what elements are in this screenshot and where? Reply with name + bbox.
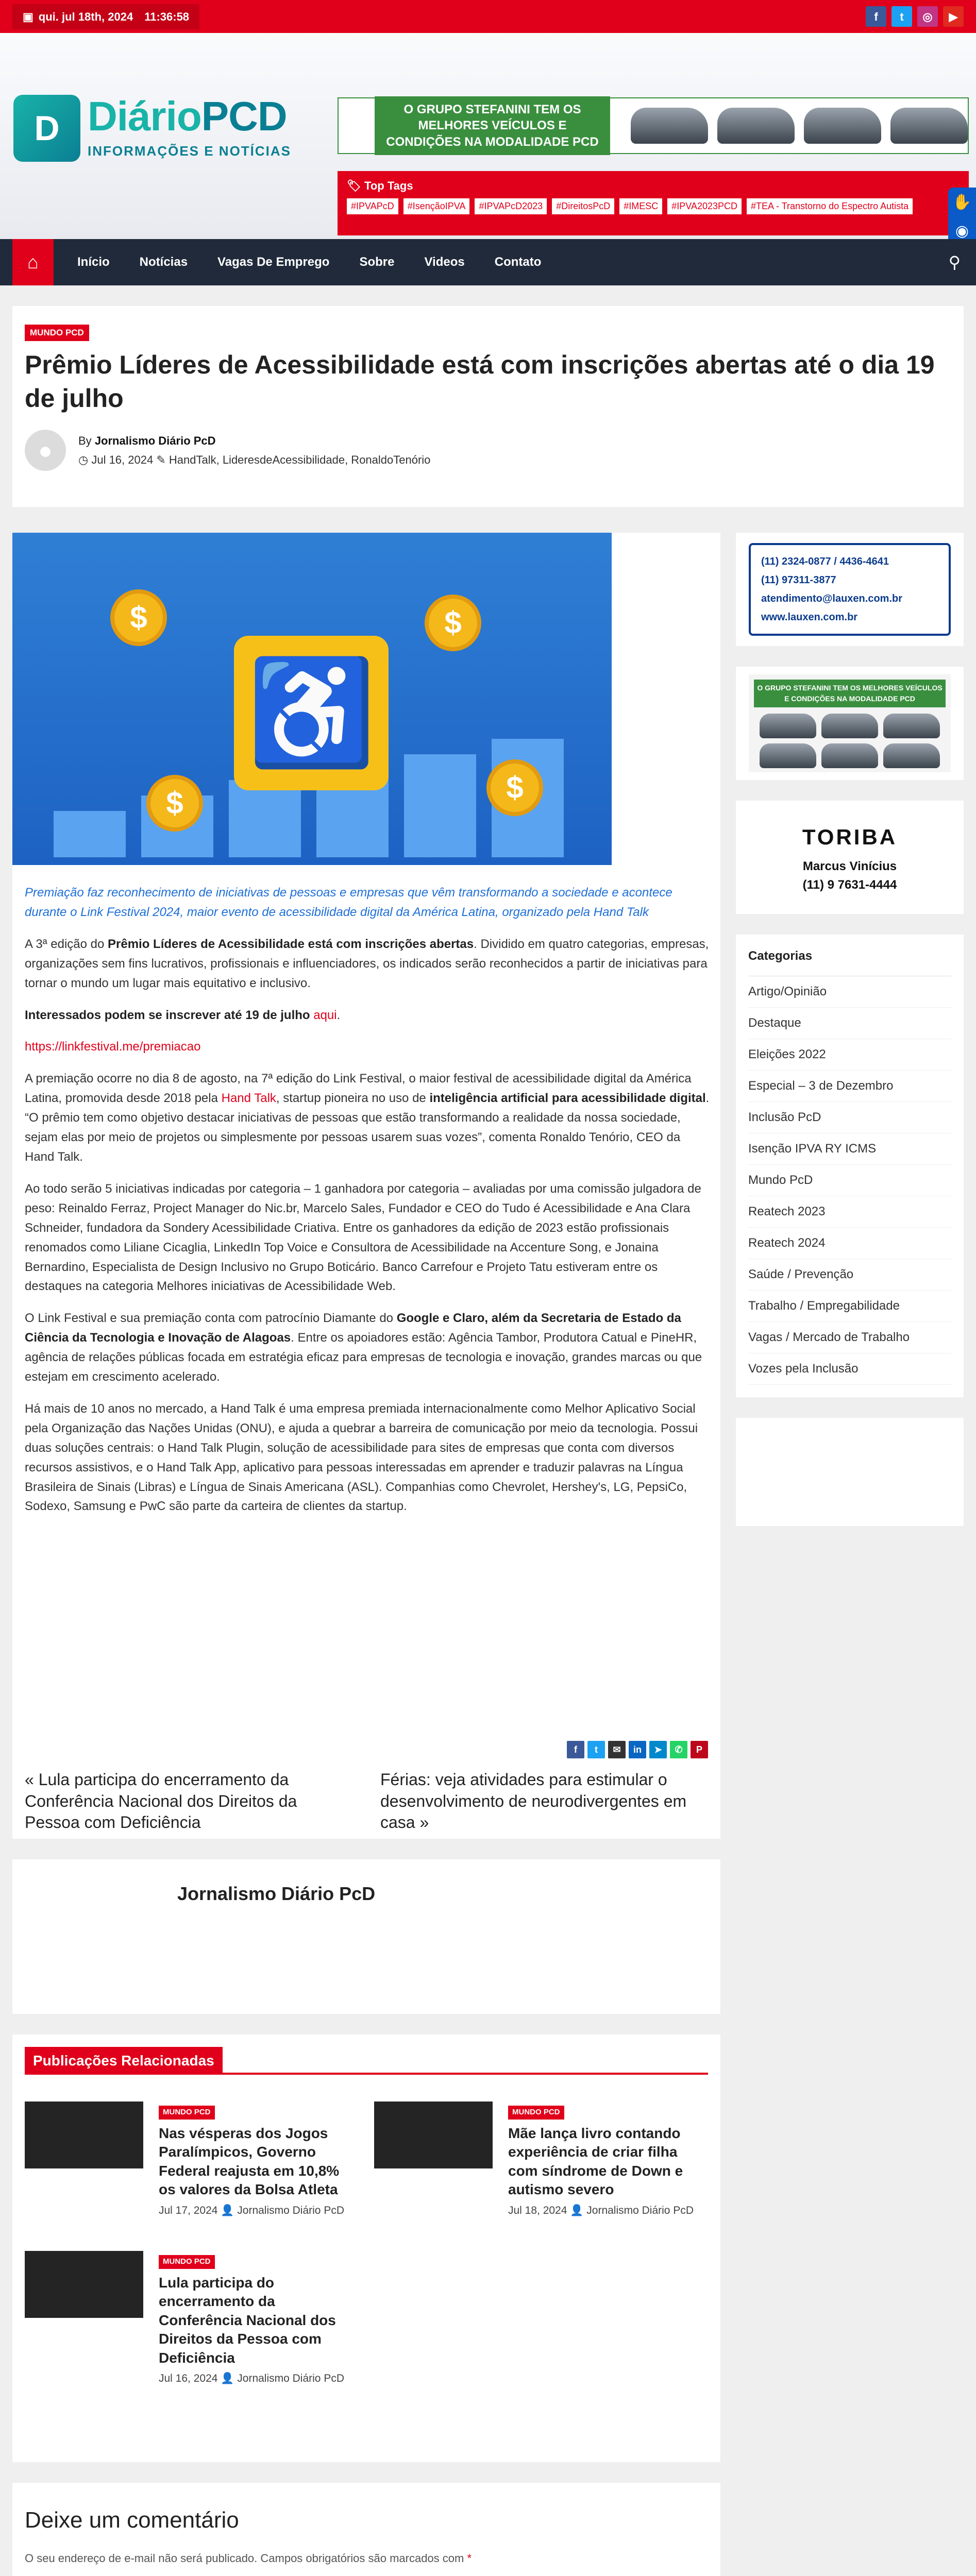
related-post-meta (159, 2370, 355, 2387)
related-post[interactable] (25, 2251, 355, 2386)
category-badge[interactable]: MUNDO PCD (508, 2106, 564, 2120)
category-link[interactable]: Reatech 2024 (748, 1228, 951, 1259)
search-icon[interactable]: ⚲ (948, 253, 961, 272)
car-image (821, 714, 878, 738)
categories-list (748, 976, 951, 1385)
category-badge[interactable]: MUNDO PCD (159, 2255, 215, 2269)
paragraph: A premiação ocorre no dia 8 de agosto, na 7ª edição do Link Festival, o maior festival de acessibilidade digital da América Latina, promovida desde 2018 pela Hand Talk, startup pioneira no uso de inteligência artificial para acessibilidade digital. “O prêmio tem como objetivo destacar iniciativas de pessoas que estão transformando a realidade da nossa sociedade, sejam elas por meio de projetos ou simplesmente por pessoas usarem suas vozes”, comenta Ronaldo Tenório, CEO da Hand Talk. (25, 1072, 710, 1164)
tag-link[interactable]: #IsençãoIPVA (403, 198, 470, 214)
post-tags[interactable]: HandTalk, LideresdeAcessibilidade, RonaldoTenório (169, 453, 431, 466)
tag-link[interactable]: #IMESC (619, 198, 662, 214)
paragraph (25, 1037, 710, 1057)
category-link[interactable]: Especial – 3 de Dezembro (748, 1071, 951, 1102)
nav-item[interactable]: Contato (494, 255, 542, 269)
libras-hands-icon[interactable]: ✋ (952, 193, 972, 211)
related-thumbnail[interactable] (374, 2102, 493, 2168)
sidebar-ad-text: O GRUPO STEFANINI TEM OS MELHORES VEÍCULOS E CONDIÇÕES NA MODALIDADE PCD (754, 680, 946, 707)
top-tags-widget (338, 171, 969, 235)
social-links (866, 6, 964, 27)
top-tags-list (347, 198, 960, 214)
nav-item[interactable]: Início (77, 255, 110, 269)
related-thumbnail[interactable] (25, 2251, 143, 2318)
car-image (821, 743, 878, 768)
category-badge[interactable]: MUNDO PCD (25, 325, 89, 341)
related-posts (12, 2035, 720, 2462)
ad-contact-line: atendimento@lauxen.com.br (761, 593, 902, 604)
featured-image (12, 533, 612, 865)
user-icon: 👤 (217, 2204, 238, 2216)
category-link[interactable]: Eleições 2022 (748, 1039, 951, 1071)
byline: By Jornalismo Diário PcD (78, 434, 216, 447)
post-date[interactable]: Jul 17, 2024 (159, 2204, 218, 2216)
top-bar (0, 0, 976, 33)
related-post-meta (508, 2202, 704, 2219)
post-date[interactable]: Jul 16, 2024 (91, 453, 154, 466)
telegram-share-icon[interactable]: ➤ (649, 1741, 667, 1758)
tag-link[interactable]: #TEA - Transtorno do Espectro Autista (747, 198, 913, 214)
linkedin-share-icon[interactable]: in (629, 1741, 646, 1758)
article-header (12, 306, 964, 507)
logo-mark-icon: D (13, 95, 80, 162)
paragraph: A 3ª edição do Prêmio Líderes de Acessibilidade está com inscrições abertas. Dividido em quatro categorias, empresas, organizações sem fins lucrativos, profissionais e influenciadores, os indicados serão reconhecidos a partir de iniciativas para tornar o mundo um lugar mais equitativo e inclusivo. (25, 937, 709, 990)
nav-item[interactable]: Sobre (359, 255, 395, 269)
comment-title: Deixe um comentário (25, 2507, 239, 2533)
toriba-contact-name: Marcus Vinícius (802, 859, 897, 873)
tag-link[interactable]: #IPVA2023PCD (667, 198, 742, 214)
category-link[interactable]: Reatech 2023 (748, 1196, 951, 1228)
car-image (883, 714, 940, 738)
tag-link[interactable]: #IPVAPcD2023 (475, 198, 547, 214)
ad-contact-line: (11) 97311-3877 (761, 574, 836, 586)
categories-widget (736, 935, 964, 1397)
user-icon: 👤 (567, 2204, 587, 2216)
accessibility-person-icon: ♿ (234, 636, 389, 790)
related-post[interactable] (374, 2102, 704, 2218)
email-share-icon[interactable]: ✉ (608, 1741, 626, 1758)
author-avatar[interactable]: ● (25, 430, 66, 471)
car-image (760, 743, 816, 768)
category-link[interactable]: Isenção IPVA RY ICMS (748, 1133, 951, 1165)
paragraph: Interessados podem se inscrever até 19 de julho aqui. (25, 1008, 341, 1022)
previous-post-link[interactable]: « Lula participa do encerramento da Conferência Nacional dos Direitos da Pessoa com Deficiência (25, 1770, 297, 1832)
tag-link[interactable]: #IPVAPcD (347, 198, 398, 214)
car-image (631, 108, 708, 144)
post-author[interactable]: Jornalismo Diário PcD (586, 2204, 694, 2216)
content-layout (0, 507, 976, 2576)
site-header (0, 33, 976, 239)
coin-icon: $ (110, 589, 167, 646)
post-author[interactable]: Jornalismo Diário PcD (237, 2204, 344, 2216)
instagram-icon[interactable]: ◎ (917, 6, 938, 27)
paragraph: Ao todo serão 5 iniciativas indicadas por categoria – 1 ganhadora por categoria – avaliadas por uma comissão julgadora de peso: Reinaldo Ferraz, Project Manager do Nic.br, Marcelo Sales, Fundador e CEO do Tudo é Acessibilidade e Ana Clara Schneider, fundadora da Sondery Acessibilidade Criativa. Entre os ganhadores da edição de 2023 estão profissionais renomados como Liliane Cicaglia, LinkedIn Top Voice e Consultora de Acessibilidade na Accenture Song, e Jonaina Bernardino, Especialista de Design Inclusivo no Grupo Boticário. Banco Carrefour e Projeto Tatu estiveram entre os destaques na categoria Melhores iniciativas de Acessibilidade Web. (25, 1181, 701, 1294)
car-image (890, 108, 968, 144)
paragraph: Há mais de 10 anos no mercado, a Hand Talk é uma empresa premiada internacionalmente como Melhor Aplicativo Social pela Organização das Nações Unidas (ONU), e ajuda a quebrar a barreira de comunicação por meio da tecnologia. Possui duas soluções centrais: o Hand Talk Plugin, solução de acessibilidade para sites de empresas que conta com diversos recursos assistivos, e o Hand Talk App, aplicativo para pessoas interessadas em aprender e traduzir palavras na Língua Brasileira de Sinais (Libras) e Língua de Sinais Americana (ASL). Companhias como Chevrolet, Hershey's, LG, PepsiCo, Sodexo, Samsung e PwC são parte da carteira de clientes da startup. (25, 1401, 698, 1514)
next-post-link[interactable]: Férias: veja atividades para estimular o desenvolvimento de neurodivergentes em casa » (380, 1770, 687, 1832)
category-link[interactable]: Inclusão PcD (748, 1102, 951, 1133)
user-icon: 👤 (217, 2372, 238, 2384)
date-display (12, 4, 199, 29)
sidebar-empty-widget (736, 1418, 964, 1526)
header-ad-text: O GRUPO STEFANINI TEM OS MELHORES VEÍCULOS E CONDIÇÕES NA MODALIDADE PCD (375, 96, 610, 155)
sidebar-ad-toriba[interactable] (736, 801, 964, 914)
tag-icon: 🏷 (347, 179, 365, 192)
car-image (804, 108, 881, 144)
signup-link[interactable]: aqui (313, 1008, 337, 1022)
coin-icon: $ (425, 595, 481, 651)
image-caption: Premiação faz reconhecimento de iniciativas de pessoas e empresas que vêm transformando a sociedade e acontece durante o Link Festival 2024, maior evento de acessibilidade digital da América Latina, organizado pela Hand Talk (25, 886, 672, 919)
car-image (760, 714, 816, 738)
nav-item[interactable]: Vagas De Emprego (217, 255, 330, 269)
article-meta (25, 430, 951, 471)
related-thumbnail[interactable] (25, 2102, 143, 2168)
eye-icon[interactable]: ◉ (955, 222, 969, 239)
author-box (12, 1859, 720, 2014)
top-tags-title: 🏷 Top Tags (347, 179, 413, 192)
clock-icon: ◷ (78, 453, 89, 466)
categories-title: Categorias (748, 947, 951, 976)
premiacao-link[interactable]: https://linkfestival.me/premiacao (25, 1040, 201, 1054)
sidebar-ad-lauxen[interactable] (736, 533, 964, 646)
post-author[interactable]: Jornalismo Diário PcD (237, 2372, 344, 2384)
sidebar (736, 533, 964, 1547)
category-link[interactable]: Vagas / Mercado de Trabalho (748, 1322, 951, 1353)
related-post-title[interactable]: Mãe lança livro contando experiência de criar filha com síndrome de Down e autismo severo (508, 2125, 683, 2198)
facebook-icon[interactable]: f (866, 6, 886, 27)
logo-name: DiárioPCD (88, 93, 287, 139)
ad-contact-line: www.lauxen.com.br (761, 612, 858, 623)
category-link[interactable]: Vozes pela Inclusão (748, 1353, 951, 1385)
category-badge[interactable]: MUNDO PCD (159, 2106, 215, 2120)
ad-contact-line: (11) 2324-0877 / 4436-4641 (761, 556, 889, 567)
pinterest-share-icon[interactable]: P (691, 1741, 708, 1758)
site-logo[interactable] (13, 95, 291, 162)
category-link[interactable]: Saúde / Prevenção (748, 1259, 951, 1291)
category-link[interactable]: Mundo PcD (748, 1165, 951, 1196)
nav-item[interactable]: Notícias (139, 255, 188, 269)
header-ad-cars (631, 108, 968, 144)
coin-icon: $ (486, 759, 543, 816)
calendar-icon: ▣ (23, 10, 33, 23)
youtube-icon[interactable]: ▶ (943, 6, 964, 27)
nav-menu (77, 253, 541, 272)
car-image (717, 108, 795, 144)
post-navigation (25, 1769, 710, 1834)
author-photo[interactable] (25, 1872, 154, 2001)
clock-text: 11:36:58 (144, 10, 190, 23)
whatsapp-share-icon[interactable]: ✆ (670, 1741, 687, 1758)
category-link[interactable]: Destaque (748, 1008, 951, 1039)
date-tags-line (78, 451, 430, 468)
accessibility-toolbar (948, 188, 976, 239)
twitter-icon[interactable]: t (891, 6, 912, 27)
author-link[interactable]: Jornalismo Diário PcD (94, 434, 216, 447)
related-post-meta (159, 2202, 355, 2219)
main-nav (0, 239, 976, 285)
main-column (12, 533, 720, 2576)
handtalk-link[interactable]: Hand Talk (221, 1091, 276, 1106)
tag-link[interactable]: #DireitosPcD (552, 198, 614, 214)
logo-tagline: INFORMAÇÕES E NOTÍCIAS (88, 143, 292, 159)
related-post-title[interactable]: Nas vésperas dos Jogos Paralímpicos, Governo Federal reajusta em 10,8% os valores da Bolsa Atleta (159, 2125, 340, 2198)
post-date[interactable]: Jul 18, 2024 (508, 2204, 567, 2216)
related-post-title[interactable]: Lula participa do encerramento da Conferência Nacional dos Direitos da Pessoa com Deficiência (159, 2275, 336, 2366)
related-post[interactable] (25, 2102, 355, 2218)
toriba-brand: TORIBA (802, 824, 898, 849)
nav-item[interactable]: Videos (424, 255, 465, 269)
related-title: Publicações Relacionadas (25, 2047, 223, 2075)
comment-form (12, 2483, 720, 2576)
author-box-name[interactable]: Jornalismo Diário PcD (177, 1883, 376, 1904)
article-title: Prêmio Líderes de Acessibilidade está com inscrições abertas até o dia 19 de julho (25, 350, 935, 413)
share-buttons (567, 1741, 708, 1758)
twitter-share-icon[interactable]: t (587, 1741, 605, 1758)
coin-icon: $ (146, 775, 203, 832)
tag-icon: ✎ (156, 453, 169, 466)
sidebar-ad-stefanini[interactable] (736, 667, 964, 780)
post-body (25, 883, 710, 1529)
date-text: qui. jul 18th, 2024 (38, 10, 133, 23)
comment-note: O seu endereço de e-mail não será publicado. Campos obrigatórios são marcados com * (25, 2552, 472, 2565)
category-link[interactable]: Artigo/Opinião (748, 976, 951, 1008)
header-ad-banner[interactable] (338, 97, 969, 154)
post-content (12, 533, 720, 1839)
toriba-phone: (11) 9 7631-4444 (802, 877, 897, 892)
car-image (883, 743, 940, 768)
category-link[interactable]: Trabalho / Empregabilidade (748, 1291, 951, 1322)
post-date[interactable]: Jul 16, 2024 (159, 2372, 218, 2384)
home-icon[interactable]: ⌂ (12, 239, 54, 285)
facebook-share-icon[interactable]: f (567, 1741, 584, 1758)
paragraph: O Link Festival e sua premiação conta com patrocínio Diamante do Google e Claro, além da Secretaria de Estado da Ciência da Tecnologia e Inovação de Alagoas. Entre os apoiadores estão: Agência Tambor, Produtora Catual e PineHR, agência de relações públicas focada em estratégia eficaz para empresas de tecnologia e inovação, grandes marcas ou que estejam em crescimento acelerado. (25, 1311, 702, 1384)
